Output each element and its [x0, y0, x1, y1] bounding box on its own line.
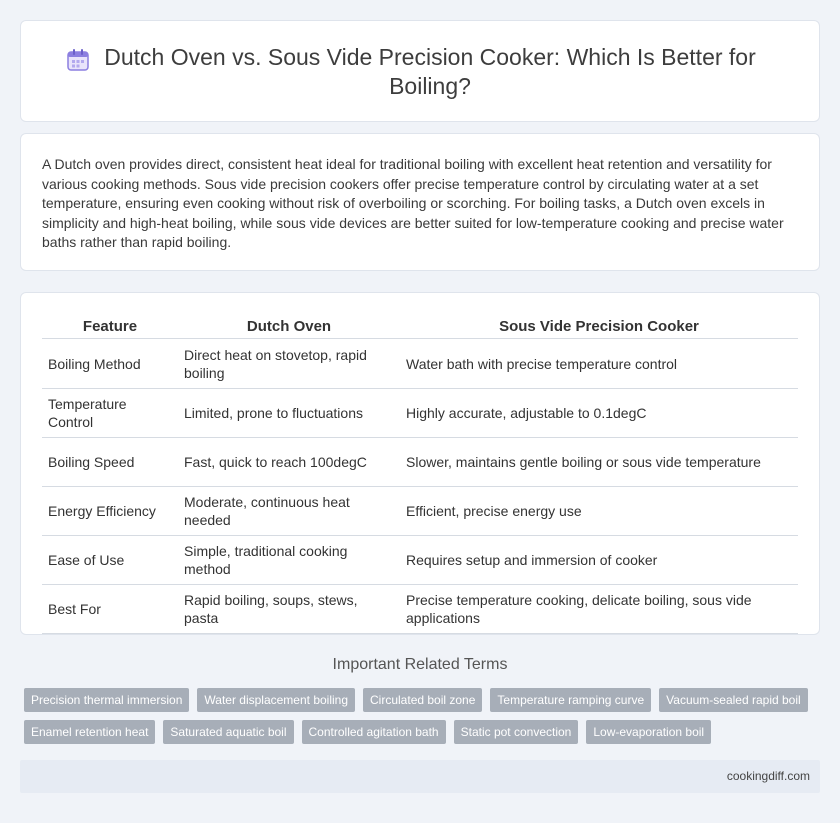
- term-tag[interactable]: Vacuum-sealed rapid boil: [659, 688, 808, 712]
- comparison-table: [42, 314, 798, 634]
- table-header-row: [42, 314, 798, 339]
- tag-row-2: [24, 720, 824, 744]
- table-row: [42, 339, 798, 389]
- related-terms-heading: Important Related Terms: [332, 656, 508, 673]
- term-tag[interactable]: Low-evaporation boil: [586, 720, 711, 744]
- term-tag[interactable]: Precision thermal immersion: [24, 688, 189, 712]
- intro-paragraph: A Dutch oven provides direct, consistent heat ideal for traditional boiling with excellent heat retention and versatility for various cooking methods. Sous vide precision cookers offer precise temperature control by circulating water at a set temperature, ensuring even cooking without risk of overboiling or scorching. For boiling tasks, a Dutch oven excels in simplicity and high-heat boiling, while sous vide devices are better suited for low-temperature cooking and precise water baths rather than rapid boiling.: [42, 156, 784, 250]
- table-row: [42, 585, 798, 634]
- page-title: Dutch Oven vs. Sous Vide Precision Cooker: Which Is Better for Boiling?: [104, 44, 756, 99]
- header-dutch-oven: Dutch Oven: [178, 314, 400, 339]
- term-tag[interactable]: Circulated boil zone: [363, 688, 482, 712]
- dutch-oven-cell: Limited, prone to fluctuations: [178, 389, 400, 438]
- sous-vide-cell: Requires setup and immersion of cooker: [400, 536, 798, 585]
- feature-cell: Ease of Use: [42, 536, 178, 585]
- dutch-oven-cell: Fast, quick to reach 100degC: [178, 438, 400, 487]
- term-tag[interactable]: Temperature ramping curve: [490, 688, 651, 712]
- header-sous-vide: Sous Vide Precision Cooker: [400, 314, 798, 339]
- sous-vide-cell: Slower, maintains gentle boiling or sous vide temperature: [400, 438, 798, 487]
- intro-card: [20, 133, 820, 271]
- feature-cell: Temperature Control: [42, 389, 178, 438]
- dutch-oven-cell: Moderate, continuous heat needed: [178, 487, 400, 536]
- table-row: [42, 536, 798, 585]
- comparison-card: [20, 292, 820, 635]
- sous-vide-cell: Water bath with precise temperature control: [400, 339, 798, 389]
- footer: [20, 760, 820, 793]
- table-row: [42, 487, 798, 536]
- term-tag[interactable]: Static pot convection: [454, 720, 579, 744]
- feature-cell: Best For: [42, 585, 178, 634]
- term-tag[interactable]: Saturated aquatic boil: [163, 720, 293, 744]
- term-tag[interactable]: Water displacement boiling: [197, 688, 355, 712]
- footer-site-link[interactable]: cookingdiff.com: [726, 769, 810, 783]
- title-card: [20, 20, 820, 122]
- table-row: [42, 438, 798, 487]
- header-feature: Feature: [42, 314, 178, 339]
- feature-cell: Boiling Speed: [42, 438, 178, 487]
- term-tag[interactable]: Enamel retention heat: [24, 720, 155, 744]
- sous-vide-cell: Efficient, precise energy use: [400, 487, 798, 536]
- sous-vide-cell: Precise temperature cooking, delicate boiling, sous vide applications: [400, 585, 798, 634]
- feature-cell: Energy Efficiency: [42, 487, 178, 536]
- tag-row-1: [24, 688, 824, 712]
- sous-vide-cell: Highly accurate, adjustable to 0.1degC: [400, 389, 798, 438]
- feature-cell: Boiling Method: [42, 339, 178, 389]
- related-terms-tags: [24, 688, 824, 752]
- dutch-oven-cell: Rapid boiling, soups, stews, pasta: [178, 585, 400, 634]
- dutch-oven-cell: Simple, traditional cooking method: [178, 536, 400, 585]
- dutch-oven-cell: Direct heat on stovetop, rapid boiling: [178, 339, 400, 389]
- table-row: [42, 389, 798, 438]
- term-tag[interactable]: Controlled agitation bath: [302, 720, 446, 744]
